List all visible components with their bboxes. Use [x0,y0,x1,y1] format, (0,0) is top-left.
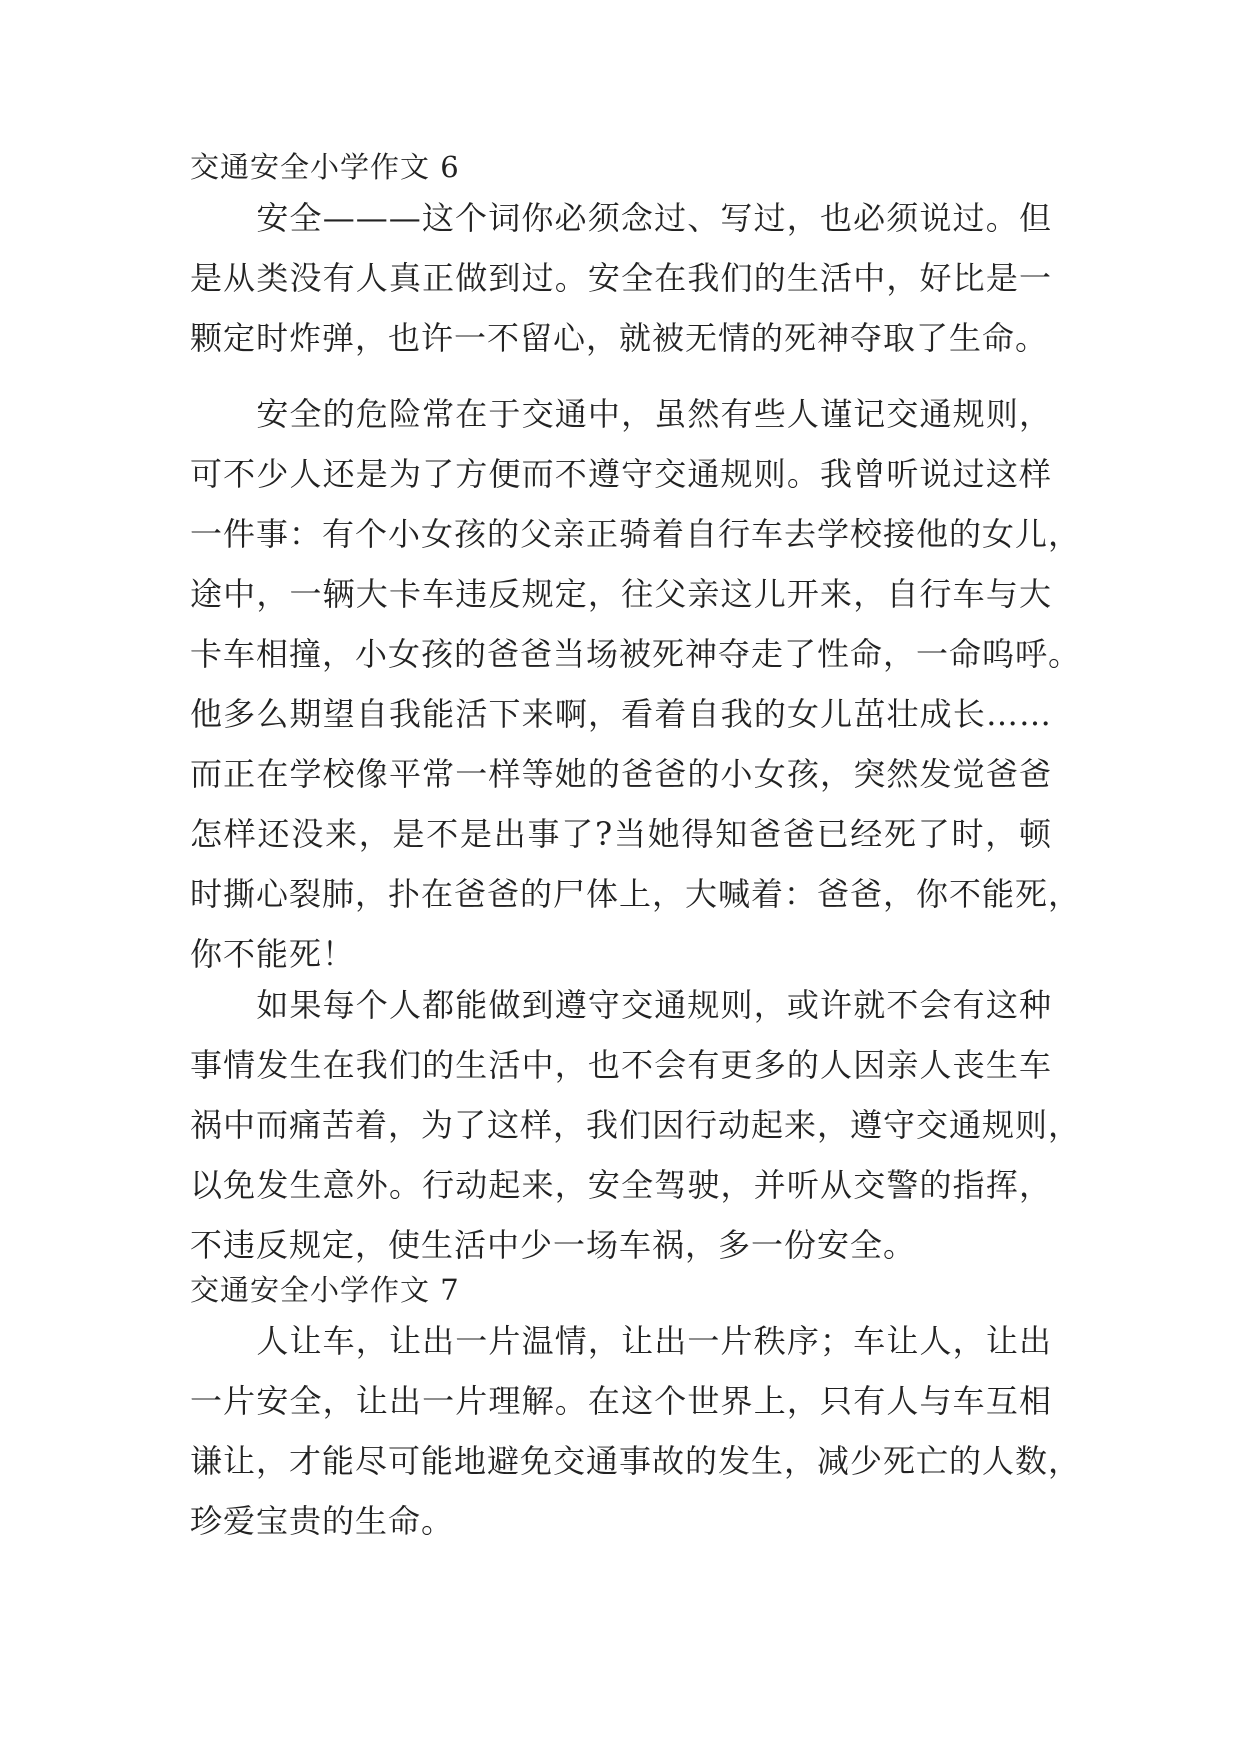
text-line: 途中，一辆大卡车违反规定，往父亲这儿开来，自行车与大 [190,575,1052,613]
text-line: 时撕心裂肺，扑在爸爸的尸体上，大喊着：爸爸，你不能死， [190,875,1082,913]
text-line: 珍爱宝贵的生命。 [190,1502,455,1540]
paragraph [190,384,1082,984]
text-line: 安全———这个词你必须念过、写过，也必须说过。但 [190,199,1052,237]
text-line: 卡车相撞，小女孩的爸爸当场被死神夺走了性命，一命呜呼。 [190,635,1082,673]
text-line: 祸中而痛苦着，为了这样，我们因行动起来，遵守交通规则， [190,1106,1082,1144]
text-line: 安全的危险常在于交通中，虽然有些人谨记交通规则， [190,395,1052,433]
text-line: 怎样还没来，是不是出事了?当她得知爸爸已经死了时，顿 [190,815,1052,853]
text-line: 不违反规定，使生活中少一场车祸，多一份安全。 [190,1226,917,1264]
text-line: 谦让，才能尽可能地避免交通事故的发生，减少死亡的人数， [190,1442,1082,1480]
text-line: 事情发生在我们的生活中，也不会有更多的人因亲人丧生车 [190,1046,1052,1084]
text-line: 他多么期望自我能活下来啊，看着自我的女儿茁壮成长…… [190,695,1052,733]
paragraph [190,1311,1082,1551]
text-line: 可不少人还是为了方便而不遵守交通规则。我曾听说过这样 [190,455,1052,493]
text-line: 你不能死！ [190,935,356,973]
section-7 [190,1270,1052,1310]
section-heading: 交通安全小学作文 7 [190,1273,460,1307]
text-line: 一片安全，让出一片理解。在这个世界上，只有人与车互相 [190,1382,1052,1420]
paragraph [190,188,1052,368]
text-line: 颗定时炸弹，也许一不留心，就被无情的死神夺取了生命。 [190,319,1049,357]
paragraph [190,975,1082,1275]
text-line: 以免发生意外。行动起来，安全驾驶，并听从交警的指挥， [190,1166,1052,1204]
text-line: 是从类没有人真正做到过。安全在我们的生活中，好比是一 [190,259,1052,297]
text-line: 而正在学校像平常一样等她的爸爸的小女孩，突然发觉爸爸 [190,755,1052,793]
section-heading: 交通安全小学作文 6 [190,150,460,184]
text-line: 如果每个人都能做到遵守交通规则，或许就不会有这种 [190,986,1052,1024]
text-line: 一件事：有个小女孩的父亲正骑着自行车去学校接他的女儿， [190,515,1082,553]
section-6 [190,147,1052,187]
text-line: 人让车，让出一片温情，让出一片秩序；车让人，让出 [190,1322,1052,1360]
